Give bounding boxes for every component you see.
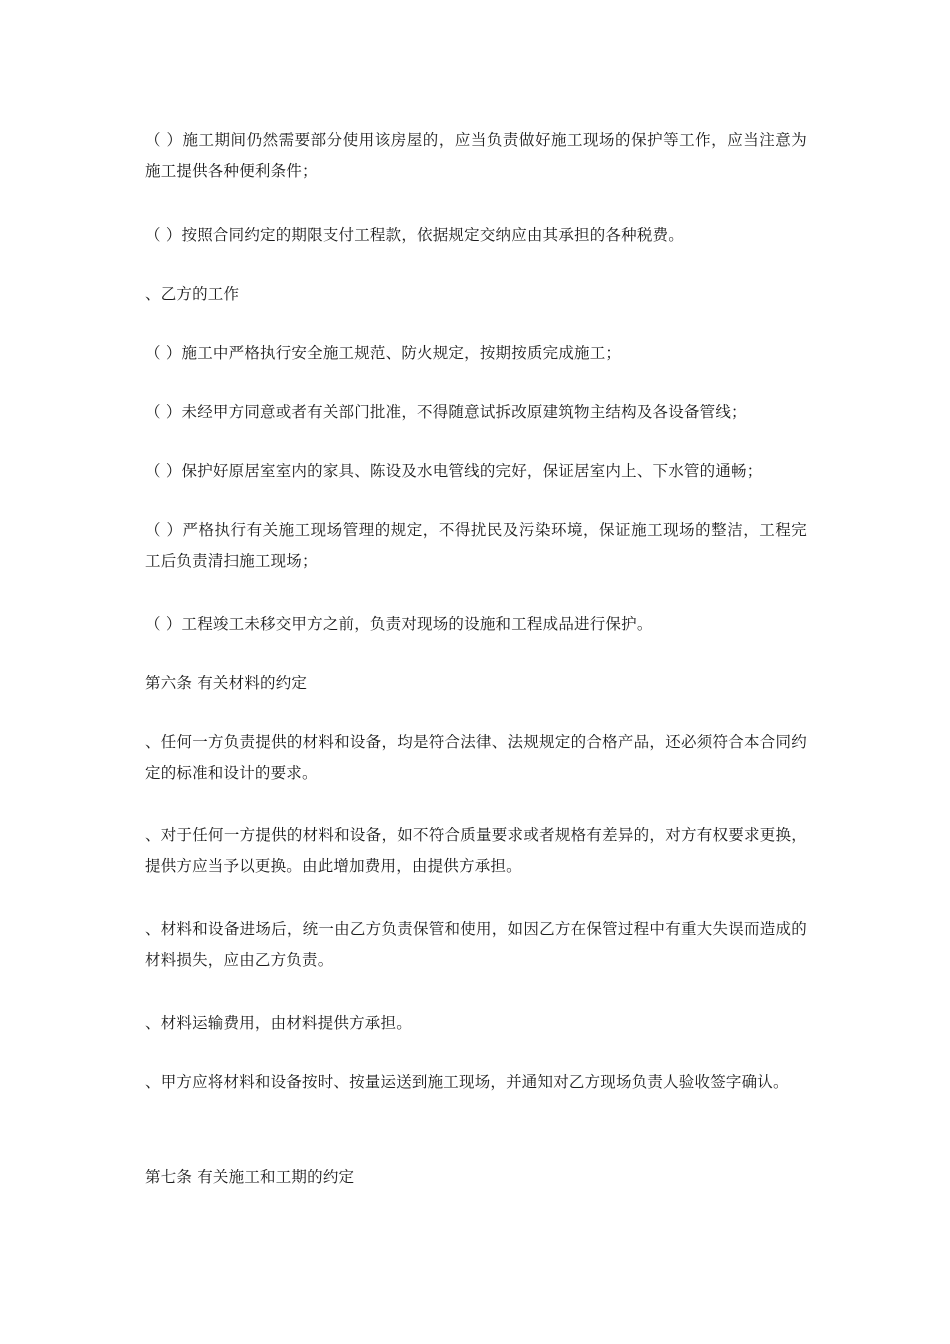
clause-paragraph: 、材料运输费用，由材料提供方承担。 — [145, 1014, 412, 1032]
clause-paragraph: （ ）按照合同约定的期限支付工程款，依据规定交纳应由其承担的各种税费。 — [145, 226, 684, 244]
section-heading: 、乙方的工作 — [145, 285, 240, 303]
clause-paragraph: （ ）施工期间仍然需要部分使用该房屋的，应当负责做好施工现场的保护等工作，应当注意为施工提供各种便利条件； — [145, 131, 807, 180]
article-heading: 第六条 有关材料的约定 — [145, 674, 308, 692]
clause-paragraph: （ ）施工中严格执行安全施工规范、防火规定，按期按质完成施工； — [145, 344, 622, 362]
clause-paragraph: 、甲方应将材料和设备按时、按量运送到施工现场，并通知对乙方现场负责人验收签字确认。 — [145, 1073, 789, 1091]
clause-paragraph: （ ）保护好原居室室内的家具、陈设及水电管线的完好，保证居室内上、下水管的通畅； — [145, 462, 763, 480]
clause-paragraph: 、对于任何一方提供的材料和设备，如不符合质量要求或者规格有差异的，对方有权要求更换，提供方应当予以更换。由此增加费用，由提供方承担。 — [145, 826, 807, 875]
clause-paragraph: （ ）工程竣工未移交甲方之前，负责对现场的设施和工程成品进行保护。 — [145, 615, 653, 633]
clause-paragraph: 、任何一方负责提供的材料和设备，均是符合法律、法规规定的合格产品，还必须符合本合同约定的标准和设计的要求。 — [145, 733, 807, 782]
clause-paragraph: （ ）未经甲方同意或者有关部门批准，不得随意试拆改原建筑物主结构及各设备管线； — [145, 403, 747, 421]
article-heading: 第七条 有关施工和工期的约定 — [145, 1168, 355, 1186]
clause-paragraph: （ ）严格执行有关施工现场管理的规定，不得扰民及污染环境，保证施工现场的整洁，工程完工后负责清扫施工现场； — [145, 521, 807, 570]
clause-paragraph: 、材料和设备进场后，统一由乙方负责保管和使用，如因乙方在保管过程中有重大失误而造成的材料损失，应由乙方负责。 — [145, 920, 807, 969]
